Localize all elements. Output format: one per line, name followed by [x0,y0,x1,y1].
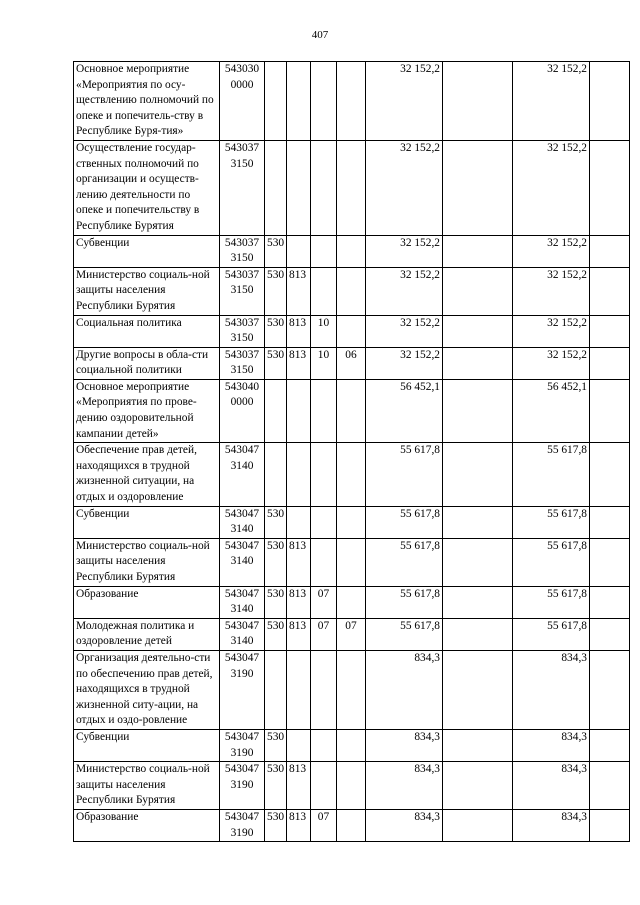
row-subsection-cell [337,586,366,618]
row-name-cell: Субвенции [74,506,220,538]
table-row [74,809,630,841]
row-last-cell [590,347,630,379]
row-ministry-cell [287,650,311,729]
row-sum-first-cell: 834,3 [366,650,443,729]
row-ministry-cell: 813 [287,267,311,315]
row-sum-second-cell: 32 152,2 [513,347,590,379]
row-subsection-cell [337,809,366,841]
row-sum-second-cell: 56 452,1 [513,379,590,442]
row-sum-second-cell: 32 152,2 [513,140,590,235]
table-row [74,586,630,618]
row-section-cell: 10 [311,315,337,347]
row-last-cell [590,443,630,506]
table-row [74,762,630,810]
row-name-cell: Другие вопросы в обла-сти социальной политики [74,347,220,379]
row-subsection-cell [337,650,366,729]
row-sum-first-cell: 56 452,1 [366,379,443,442]
row-empty-cell [443,809,513,841]
row-expense-type-cell: 530 [265,347,287,379]
row-last-cell [590,809,630,841]
row-name-cell: Обеспечение прав детей, находящихся в трудной жизненной ситуации, на отдых и оздоровление [74,443,220,506]
row-ministry-cell [287,443,311,506]
table-row [74,618,630,650]
row-sum-second-cell: 55 617,8 [513,443,590,506]
row-empty-cell [443,235,513,267]
row-subsection-cell [337,506,366,538]
row-section-cell [311,379,337,442]
row-sum-second-cell: 834,3 [513,809,590,841]
row-subsection-cell [337,538,366,586]
row-name-cell: Молодежная политика и оздоровление детей [74,618,220,650]
table-row [74,443,630,506]
row-code-cell: 543047 3190 [220,809,265,841]
table-row [74,235,630,267]
row-code-cell: 543037 3150 [220,267,265,315]
table-row [74,538,630,586]
row-code-cell: 543047 3190 [220,650,265,729]
row-subsection-cell [337,729,366,761]
row-last-cell [590,315,630,347]
row-last-cell [590,729,630,761]
row-name-cell: Организация деятельно-сти по обеспечению прав детей, находящихся в трудной жизненной ситу-ации, на отдых и оздо-ровление [74,650,220,729]
row-sum-first-cell: 834,3 [366,729,443,761]
row-last-cell [590,618,630,650]
row-last-cell [590,762,630,810]
row-expense-type-cell: 530 [265,586,287,618]
row-section-cell [311,235,337,267]
row-sum-first-cell: 55 617,8 [366,586,443,618]
row-code-cell: 543047 3140 [220,538,265,586]
table-row [74,347,630,379]
row-sum-first-cell: 55 617,8 [366,538,443,586]
row-subsection-cell [337,762,366,810]
row-section-cell [311,729,337,761]
row-name-cell: Образование [74,586,220,618]
row-code-cell: 543037 3150 [220,140,265,235]
row-ministry-cell: 813 [287,347,311,379]
row-sum-second-cell: 55 617,8 [513,506,590,538]
row-code-cell: 543047 3140 [220,586,265,618]
row-sum-first-cell: 32 152,2 [366,140,443,235]
row-empty-cell [443,506,513,538]
row-sum-second-cell: 32 152,2 [513,267,590,315]
row-last-cell [590,267,630,315]
row-ministry-cell: 813 [287,538,311,586]
row-empty-cell [443,315,513,347]
row-empty-cell [443,379,513,442]
row-sum-second-cell: 32 152,2 [513,235,590,267]
row-expense-type-cell: 530 [265,235,287,267]
row-last-cell [590,235,630,267]
row-subsection-cell: 07 [337,618,366,650]
row-last-cell [590,379,630,442]
table-row [74,506,630,538]
row-section-cell [311,650,337,729]
row-code-cell: 543037 3150 [220,315,265,347]
row-sum-first-cell: 32 152,2 [366,315,443,347]
row-last-cell [590,62,630,141]
row-sum-first-cell: 55 617,8 [366,506,443,538]
row-subsection-cell [337,443,366,506]
row-last-cell [590,140,630,235]
row-ministry-cell [287,140,311,235]
row-subsection-cell [337,379,366,442]
row-sum-second-cell: 55 617,8 [513,586,590,618]
row-code-cell: 543040 0000 [220,379,265,442]
row-ministry-cell [287,729,311,761]
table-row [74,315,630,347]
row-sum-first-cell: 32 152,2 [366,347,443,379]
row-section-cell [311,538,337,586]
row-ministry-cell: 813 [287,586,311,618]
row-name-cell: Социальная политика [74,315,220,347]
row-subsection-cell [337,62,366,141]
row-code-cell: 543047 3140 [220,506,265,538]
row-expense-type-cell: 530 [265,506,287,538]
row-code-cell: 543047 3140 [220,618,265,650]
row-expense-type-cell: 530 [265,809,287,841]
row-sum-second-cell: 55 617,8 [513,538,590,586]
row-sum-first-cell: 834,3 [366,809,443,841]
row-expense-type-cell [265,379,287,442]
row-empty-cell [443,140,513,235]
table-row [74,62,630,141]
table-row [74,729,630,761]
row-code-cell: 543030 0000 [220,62,265,141]
row-expense-type-cell: 530 [265,618,287,650]
row-expense-type-cell: 530 [265,538,287,586]
row-section-cell: 07 [311,618,337,650]
row-ministry-cell [287,379,311,442]
table-row [74,267,630,315]
row-expense-type-cell [265,62,287,141]
row-empty-cell [443,586,513,618]
row-expense-type-cell: 530 [265,762,287,810]
row-subsection-cell [337,267,366,315]
page-number: 407 [311,29,329,41]
row-empty-cell [443,618,513,650]
row-last-cell [590,586,630,618]
row-expense-type-cell: 530 [265,267,287,315]
row-ministry-cell: 813 [287,762,311,810]
row-section-cell [311,62,337,141]
row-sum-first-cell: 834,3 [366,762,443,810]
row-name-cell: Министерство социаль-ной защиты населения Республики Бурятия [74,538,220,586]
row-last-cell [590,650,630,729]
row-expense-type-cell [265,650,287,729]
row-sum-second-cell: 32 152,2 [513,315,590,347]
row-expense-type-cell [265,140,287,235]
row-ministry-cell: 813 [287,315,311,347]
row-empty-cell [443,443,513,506]
table-row [74,379,630,442]
row-name-cell: Субвенции [74,235,220,267]
budget-table [73,61,630,842]
row-sum-second-cell: 834,3 [513,729,590,761]
row-name-cell: Основное мероприятие «Мероприятия по осу-ществлению полномочий по опеке и попечитель-ству в Республике Буря-тия» [74,62,220,141]
row-last-cell [590,506,630,538]
row-sum-first-cell: 32 152,2 [366,235,443,267]
row-ministry-cell [287,62,311,141]
row-code-cell: 543037 3150 [220,235,265,267]
row-section-cell [311,443,337,506]
row-empty-cell [443,538,513,586]
row-section-cell: 10 [311,347,337,379]
row-name-cell: Основное мероприятие «Мероприятия по прове-дению оздоровительной кампании детей» [74,379,220,442]
row-ministry-cell [287,506,311,538]
row-code-cell: 543047 3190 [220,729,265,761]
row-code-cell: 543047 3190 [220,762,265,810]
row-ministry-cell: 813 [287,809,311,841]
row-ministry-cell [287,235,311,267]
row-sum-second-cell: 32 152,2 [513,62,590,141]
row-section-cell [311,762,337,810]
row-section-cell: 07 [311,586,337,618]
row-sum-first-cell: 32 152,2 [366,267,443,315]
row-sum-first-cell: 55 617,8 [366,443,443,506]
row-section-cell [311,140,337,235]
row-sum-second-cell: 834,3 [513,650,590,729]
row-sum-first-cell: 32 152,2 [366,62,443,141]
row-name-cell: Субвенции [74,729,220,761]
row-section-cell: 07 [311,809,337,841]
row-empty-cell [443,267,513,315]
table-row [74,140,630,235]
row-code-cell: 543037 3150 [220,347,265,379]
row-name-cell: Министерство социаль-ной защиты населения Республики Бурятия [74,267,220,315]
row-last-cell [590,538,630,586]
row-subsection-cell [337,235,366,267]
row-empty-cell [443,62,513,141]
row-empty-cell [443,729,513,761]
row-expense-type-cell [265,443,287,506]
row-subsection-cell [337,140,366,235]
row-expense-type-cell: 530 [265,729,287,761]
row-expense-type-cell: 530 [265,315,287,347]
row-name-cell: Осуществление государ-ственных полномочий по организации и осуществ-лению деятельности по опеке и попечительству в Республике Бурятия [74,140,220,235]
row-sum-second-cell: 55 617,8 [513,618,590,650]
row-empty-cell [443,650,513,729]
row-section-cell [311,267,337,315]
row-name-cell: Министерство социаль-ной защиты населения Республики Бурятия [74,762,220,810]
row-code-cell: 543047 3140 [220,443,265,506]
row-empty-cell [443,347,513,379]
row-sum-first-cell: 55 617,8 [366,618,443,650]
row-subsection-cell [337,315,366,347]
table-row [74,650,630,729]
row-sum-second-cell: 834,3 [513,762,590,810]
row-ministry-cell: 813 [287,618,311,650]
row-empty-cell [443,762,513,810]
row-name-cell: Образование [74,809,220,841]
row-subsection-cell: 06 [337,347,366,379]
row-section-cell [311,506,337,538]
budget-table-body [74,62,630,842]
